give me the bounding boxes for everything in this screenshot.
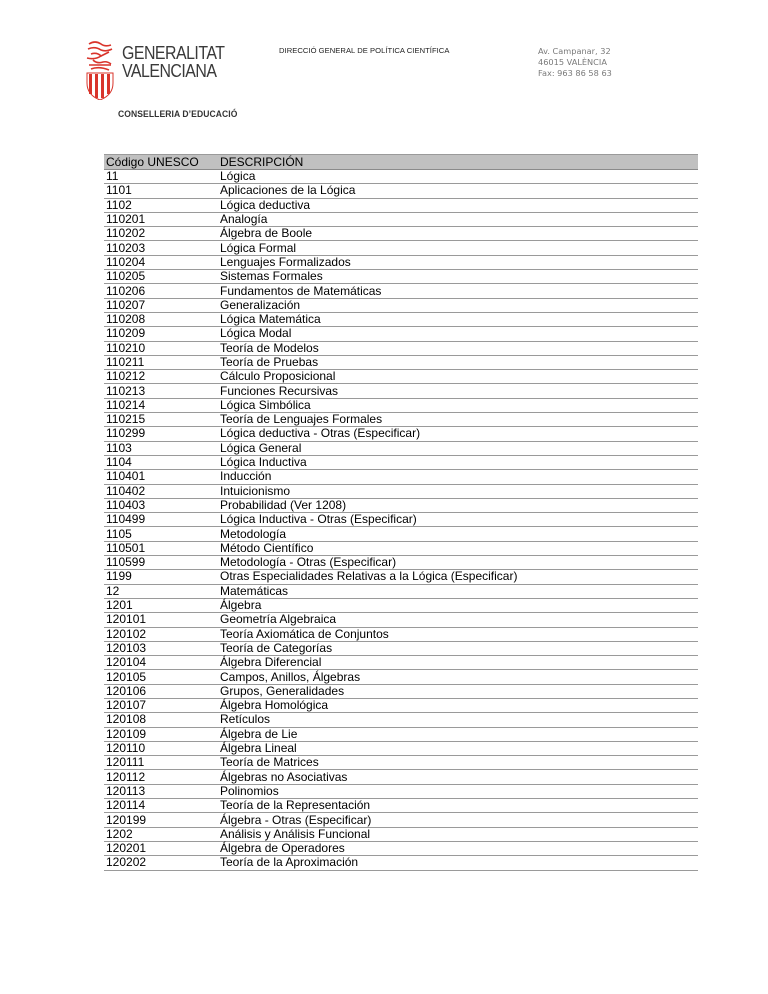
cell-description: Álgebra de Boole (218, 227, 698, 241)
cell-description: Lógica Inductiva (218, 455, 698, 469)
cell-code: 110299 (104, 427, 218, 441)
table-row (104, 727, 698, 741)
cell-code: 120107 (104, 698, 218, 712)
cell-description: Lógica Modal (218, 327, 698, 341)
cell-description: Método Científico (218, 541, 698, 555)
table-row (104, 170, 698, 184)
table-row (104, 841, 698, 855)
cell-code: 120110 (104, 741, 218, 755)
unesco-codes-table (104, 154, 698, 871)
cell-description: Aplicaciones de la Lógica (218, 184, 698, 198)
coat-of-arms-icon (83, 40, 117, 100)
cell-code: 110209 (104, 327, 218, 341)
table-row (104, 184, 698, 198)
cell-code: 110202 (104, 227, 218, 241)
cell-code: 110402 (104, 484, 218, 498)
cell-code: 120201 (104, 841, 218, 855)
cell-description: Teoría de la Aproximación (218, 856, 698, 870)
cell-code: 120103 (104, 641, 218, 655)
cell-code: 1105 (104, 527, 218, 541)
cell-code: 120112 (104, 770, 218, 784)
cell-code: 110210 (104, 341, 218, 355)
cell-description: Álgebra (218, 598, 698, 612)
table-row (104, 670, 698, 684)
table-row (104, 398, 698, 412)
cell-code: 110215 (104, 413, 218, 427)
table-row (104, 427, 698, 441)
table-row (104, 212, 698, 226)
cell-code: 120108 (104, 713, 218, 727)
cell-description: Teoría de Matrices (218, 756, 698, 770)
cell-code: 120101 (104, 613, 218, 627)
table-row (104, 298, 698, 312)
address-city: 46015 VALÈNCIA (538, 57, 607, 67)
cell-description: Álgebra - Otras (Especificar) (218, 813, 698, 827)
table-row (104, 741, 698, 755)
table-row (104, 455, 698, 469)
cell-description: Sistemas Formales (218, 270, 698, 284)
cell-description: Lógica deductiva - Otras (Especificar) (218, 427, 698, 441)
column-header-description: DESCRIPCIÓN (218, 155, 698, 170)
cell-description: Analogía (218, 212, 698, 226)
table-row (104, 598, 698, 612)
cell-code: 110208 (104, 312, 218, 326)
table-row (104, 441, 698, 455)
cell-description: Teoría Axiomática de Conjuntos (218, 627, 698, 641)
cell-description: Probabilidad (Ver 1208) (218, 498, 698, 512)
cell-code: 1201 (104, 598, 218, 612)
cell-description: Otras Especialidades Relativas a la Lógica (Especificar) (218, 570, 698, 584)
table-row (104, 627, 698, 641)
cell-code: 120114 (104, 799, 218, 813)
cell-code: 110213 (104, 384, 218, 398)
table-row (104, 498, 698, 512)
cell-code: 1202 (104, 827, 218, 841)
table-row (104, 255, 698, 269)
cell-code: 110401 (104, 470, 218, 484)
cell-description: Geometría Algebraica (218, 613, 698, 627)
cell-code: 110501 (104, 541, 218, 555)
cell-code: 120105 (104, 670, 218, 684)
cell-code: 1102 (104, 198, 218, 212)
cell-description: Metodología - Otras (Especificar) (218, 556, 698, 570)
cell-description: Lógica deductiva (218, 198, 698, 212)
cell-code: 1101 (104, 184, 218, 198)
table-row (104, 284, 698, 298)
cell-description: Teoría de Categorías (218, 641, 698, 655)
cell-description: Teoría de Modelos (218, 341, 698, 355)
cell-code: 120104 (104, 656, 218, 670)
cell-description: Lógica Matemática (218, 312, 698, 326)
cell-description: Álgebra Homológica (218, 698, 698, 712)
department-name: CONSELLERIA D’EDUCACIÓ (118, 109, 238, 120)
cell-description: Fundamentos de Matemáticas (218, 284, 698, 298)
table-row (104, 270, 698, 284)
org-line-1: GENERALITAT (122, 42, 225, 63)
cell-code: 120111 (104, 756, 218, 770)
cell-code: 110599 (104, 556, 218, 570)
cell-description: Álgebra Lineal (218, 741, 698, 755)
org-line-2: VALENCIANA (122, 60, 217, 81)
table-row (104, 656, 698, 670)
cell-code: 1104 (104, 455, 218, 469)
table-row (104, 513, 698, 527)
table-row (104, 784, 698, 798)
table-row (104, 770, 698, 784)
cell-code: 1103 (104, 441, 218, 455)
table-row (104, 613, 698, 627)
address-block (538, 46, 612, 79)
table-row (104, 198, 698, 212)
cell-description: Retículos (218, 713, 698, 727)
table-row (104, 713, 698, 727)
table-row (104, 312, 698, 326)
address-street: Av. Campanar, 32 (538, 46, 611, 56)
cell-code: 120102 (104, 627, 218, 641)
cell-description: Análisis y Análisis Funcional (218, 827, 698, 841)
cell-code: 110201 (104, 212, 218, 226)
cell-code: 120109 (104, 727, 218, 741)
table-row (104, 799, 698, 813)
table-row (104, 684, 698, 698)
cell-code: 110214 (104, 398, 218, 412)
table-row (104, 556, 698, 570)
table-row (104, 856, 698, 870)
table-row (104, 355, 698, 369)
table-row (104, 413, 698, 427)
cell-description: Inducción (218, 470, 698, 484)
table-row (104, 470, 698, 484)
cell-description: Polinomios (218, 784, 698, 798)
cell-code: 110203 (104, 241, 218, 255)
table-row (104, 527, 698, 541)
cell-description: Lógica General (218, 441, 698, 455)
table-row (104, 341, 698, 355)
cell-description: Funciones Recursivas (218, 384, 698, 398)
cell-code: 110206 (104, 284, 218, 298)
table-row (104, 484, 698, 498)
table-row (104, 827, 698, 841)
table-row (104, 384, 698, 398)
table-row (104, 541, 698, 555)
cell-code: 1199 (104, 570, 218, 584)
table-row (104, 756, 698, 770)
address-fax: Fax: 963 86 58 63 (538, 68, 612, 78)
cell-description: Lógica Simbólica (218, 398, 698, 412)
cell-code: 110212 (104, 370, 218, 384)
cell-code: 120113 (104, 784, 218, 798)
table-row (104, 570, 698, 584)
cell-code: 120202 (104, 856, 218, 870)
cell-description: Generalización (218, 298, 698, 312)
cell-code: 110204 (104, 255, 218, 269)
cell-description: Álgebra Diferencial (218, 656, 698, 670)
table-row (104, 327, 698, 341)
table-row (104, 227, 698, 241)
cell-code: 110207 (104, 298, 218, 312)
cell-description: Matemáticas (218, 584, 698, 598)
cell-description: Cálculo Proposicional (218, 370, 698, 384)
table-row (104, 813, 698, 827)
cell-description: Campos, Anillos, Álgebras (218, 670, 698, 684)
cell-description: Metodología (218, 527, 698, 541)
table-row (104, 584, 698, 598)
table-row (104, 241, 698, 255)
organization-name (122, 44, 224, 80)
cell-code: 120106 (104, 684, 218, 698)
cell-code: 110211 (104, 355, 218, 369)
generalitat-logo (80, 38, 280, 124)
table-header-row (104, 155, 698, 170)
cell-code: 12 (104, 584, 218, 598)
cell-description: Teoría de Pruebas (218, 355, 698, 369)
cell-description: Intuicionismo (218, 484, 698, 498)
table-row (104, 370, 698, 384)
cell-description: Lenguajes Formalizados (218, 255, 698, 269)
cell-description: Álgebras no Asociativas (218, 770, 698, 784)
cell-code: 120199 (104, 813, 218, 827)
cell-description: Teoría de Lenguajes Formales (218, 413, 698, 427)
cell-code: 110205 (104, 270, 218, 284)
cell-description: Lógica Inductiva - Otras (Especificar) (218, 513, 698, 527)
table-body (104, 170, 698, 871)
column-header-code: Código UNESCO (104, 155, 218, 170)
cell-description: Álgebra de Lie (218, 727, 698, 741)
cell-code: 110499 (104, 513, 218, 527)
directorate-title: DIRECCIÓ GENERAL DE POLÍTICA CIENTÍFICA (279, 46, 450, 55)
cell-description: Lógica Formal (218, 241, 698, 255)
cell-description: Teoría de la Representación (218, 799, 698, 813)
table-row (104, 641, 698, 655)
cell-description: Álgebra de Operadores (218, 841, 698, 855)
cell-description: Lógica (218, 170, 698, 184)
cell-description: Grupos, Generalidades (218, 684, 698, 698)
table-row (104, 698, 698, 712)
cell-code: 110403 (104, 498, 218, 512)
cell-code: 11 (104, 170, 218, 184)
